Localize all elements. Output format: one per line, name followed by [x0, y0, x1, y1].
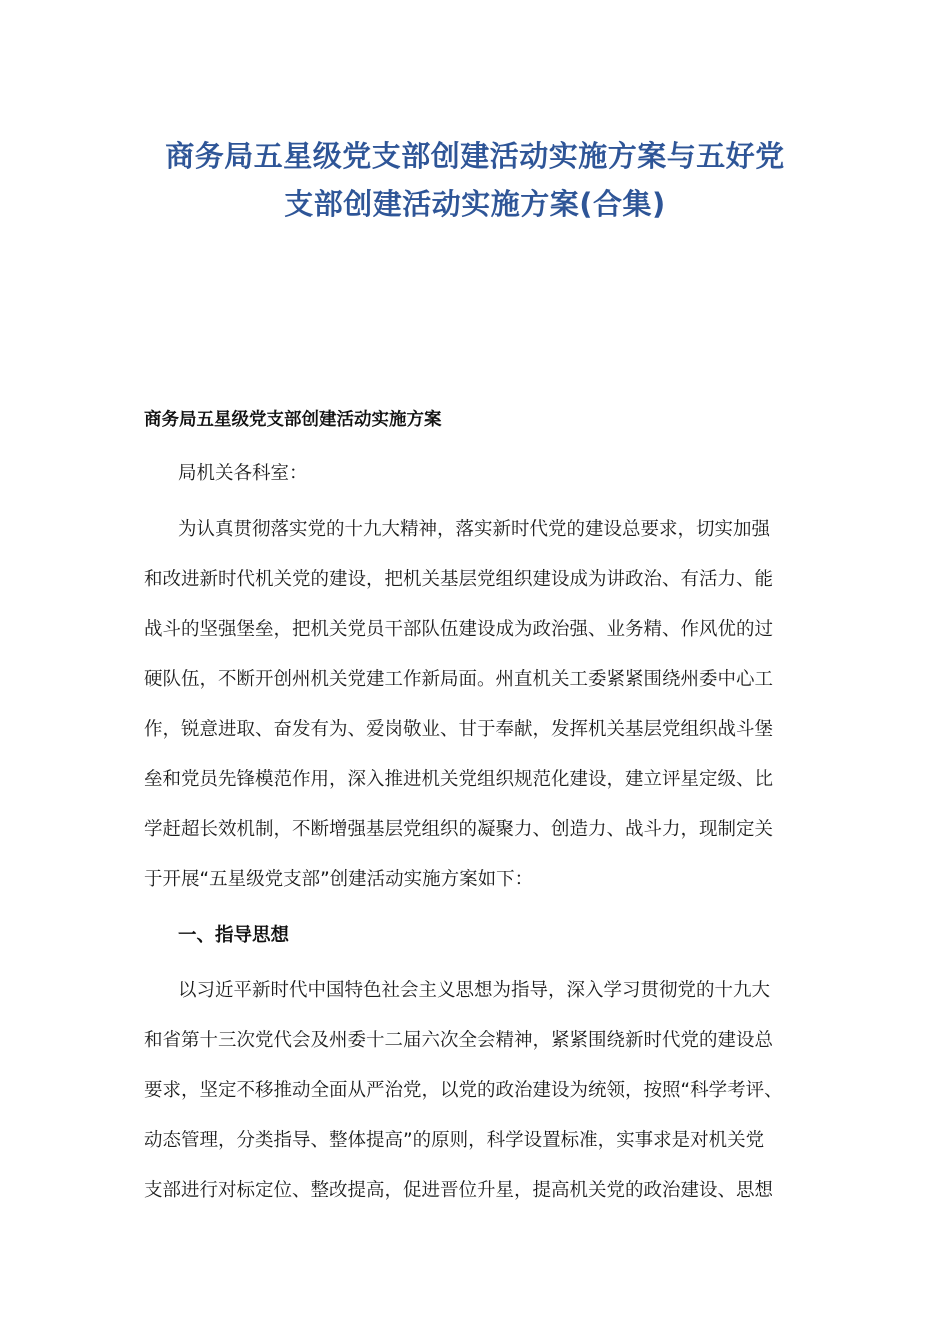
salutation: 局机关各科室：: [178, 463, 308, 484]
paragraph-2-line: 动态管理，分类指导、整体提高”的原则，科学设置标准，实事求是对机关党: [144, 1130, 765, 1151]
paragraph-1-line: 垒和党员先锋模范作用，深入推进机关党组织规范化建设，建立评星定级、比: [144, 769, 774, 790]
paragraph-2-line: 支部进行对标定位、整改提高，促进晋位升星，提高机关党的政治建设、思想: [144, 1180, 774, 1201]
section-heading: 商务局五星级党支部创建活动实施方案: [144, 410, 442, 430]
paragraph-1-line: 和改进新时代机关党的建设，把机关基层党组织建设成为讲政治、有活力、能: [144, 569, 774, 590]
paragraph-2-line: 以习近平新时代中国特色社会主义思想为指导，深入学习贯彻党的十九大: [178, 980, 771, 1001]
paragraph-1-line: 战斗的坚强堡垒，把机关党员干部队伍建设成为政治强、业务精、作风优的过: [144, 619, 774, 640]
document-title-line-2: 支部创建活动实施方案(合集): [284, 187, 666, 221]
paragraph-1-line: 于开展“五星级党支部”创建活动实施方案如下：: [144, 869, 534, 890]
paragraph-2-line: 要求，坚定不移推动全面从严治党，以党的政治建设为统领，按照“科学考评、: [144, 1080, 783, 1101]
document-title-line-1: 商务局五星级党支部创建活动实施方案与五好党: [165, 139, 785, 173]
subheading-guiding-ideology: 一、指导思想: [178, 925, 290, 946]
paragraph-1-line: 为认真贯彻落实党的十九大精神，落实新时代党的建设总要求，切实加强: [178, 519, 771, 540]
paragraph-1-line: 硬队伍，不断开创州机关党建工作新局面。州直机关工委紧紧围绕州委中心工: [144, 669, 774, 690]
paragraph-1-line: 学赶超长效机制，不断增强基层党组织的凝聚力、创造力、战斗力，现制定关: [144, 819, 774, 840]
paragraph-1-line: 作，锐意进取、奋发有为、爱岗敬业、甘于奉献，发挥机关基层党组织战斗堡: [144, 719, 774, 740]
paragraph-2-line: 和省第十三次党代会及州委十二届六次全会精神，紧紧围绕新时代党的建设总: [144, 1030, 774, 1051]
